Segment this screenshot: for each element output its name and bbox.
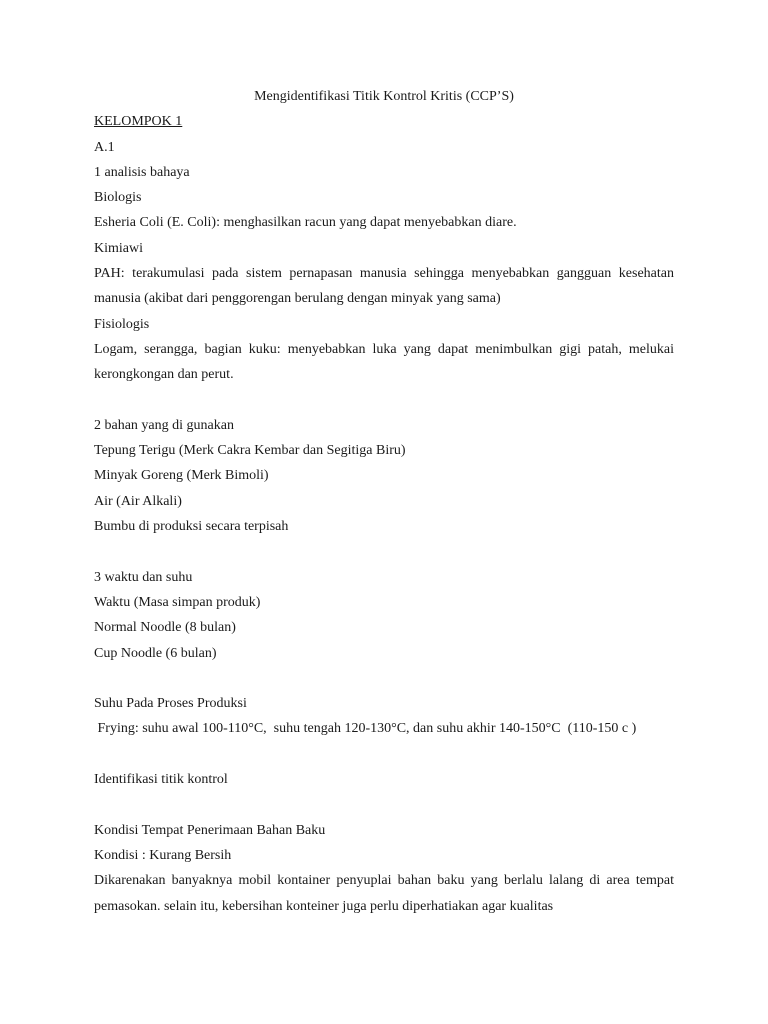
- spacer: [94, 539, 674, 564]
- control-point-heading: Identifikasi titik kontrol: [94, 772, 228, 788]
- ingredient-item: Air (Air Alkali): [94, 493, 182, 509]
- time-temp-item: Cup Noodle (6 bulan): [94, 645, 217, 661]
- chemical-text: PAH: terakumulasi pada sistem pernapasan manusia sehingga menyebabkan gangguan kesehatan manusia (akibat dari penggorengan berulang dengan minyak yang sama): [94, 266, 674, 307]
- spacer: [94, 792, 674, 817]
- hazard-analysis-heading: 1 analisis bahaya: [94, 164, 190, 180]
- spacer: [94, 666, 674, 691]
- ingredient-item: Bumbu di produksi secara terpisah: [94, 519, 289, 535]
- biological-label: Biologis: [94, 190, 142, 206]
- document-body: [94, 84, 674, 919]
- receiving-condition-status: Kondisi : Kurang Bersih: [94, 847, 232, 863]
- document-title: Mengidentifikasi Titik Kontrol Kritis (CCP’S): [254, 89, 514, 104]
- receiving-condition-text: Dikarenakan banyaknya mobil kontainer penyuplai bahan baku yang berlalu lalang di area tempat pemasokan. selain itu, kebersihan konteiner juga perlu diperhatiakan agar kualitas: [94, 873, 674, 914]
- production-temp-heading: Suhu Pada Proses Produksi: [94, 696, 247, 712]
- time-temp-item: Waktu (Masa simpan produk): [94, 594, 261, 610]
- spacer: [94, 388, 674, 413]
- physical-label: Fisiologis: [94, 316, 150, 332]
- ingredient-item: Tepung Terigu (Merk Cakra Kembar dan Segitiga Biru): [94, 443, 406, 459]
- spacer: [94, 742, 674, 767]
- ingredients-heading: 2 bahan yang di gunakan: [94, 417, 234, 433]
- biological-text: Esheria Coli (E. Coli): menghasilkan racun yang dapat menyebabkan diare.: [94, 215, 517, 231]
- group-heading: KELOMPOK 1: [94, 114, 183, 130]
- ingredient-item: Minyak Goreng (Merk Bimoli): [94, 468, 269, 484]
- time-temp-item: Normal Noodle (8 bulan): [94, 620, 236, 636]
- section-a1: A.1: [94, 139, 115, 155]
- chemical-label: Kimiawi: [94, 240, 143, 256]
- production-temp-text: Frying: suhu awal 100-110°C, suhu tengah 120-130°C, dan suhu akhir 140-150°C (110-150 c ): [94, 721, 637, 737]
- receiving-condition-heading: Kondisi Tempat Penerimaan Bahan Baku: [94, 822, 326, 838]
- time-temp-heading: 3 waktu dan suhu: [94, 569, 193, 585]
- physical-text: Logam, serangga, bagian kuku: menyebabkan luka yang dapat menimbulkan gigi patah, melukai kerongkongan dan perut.: [94, 341, 674, 383]
